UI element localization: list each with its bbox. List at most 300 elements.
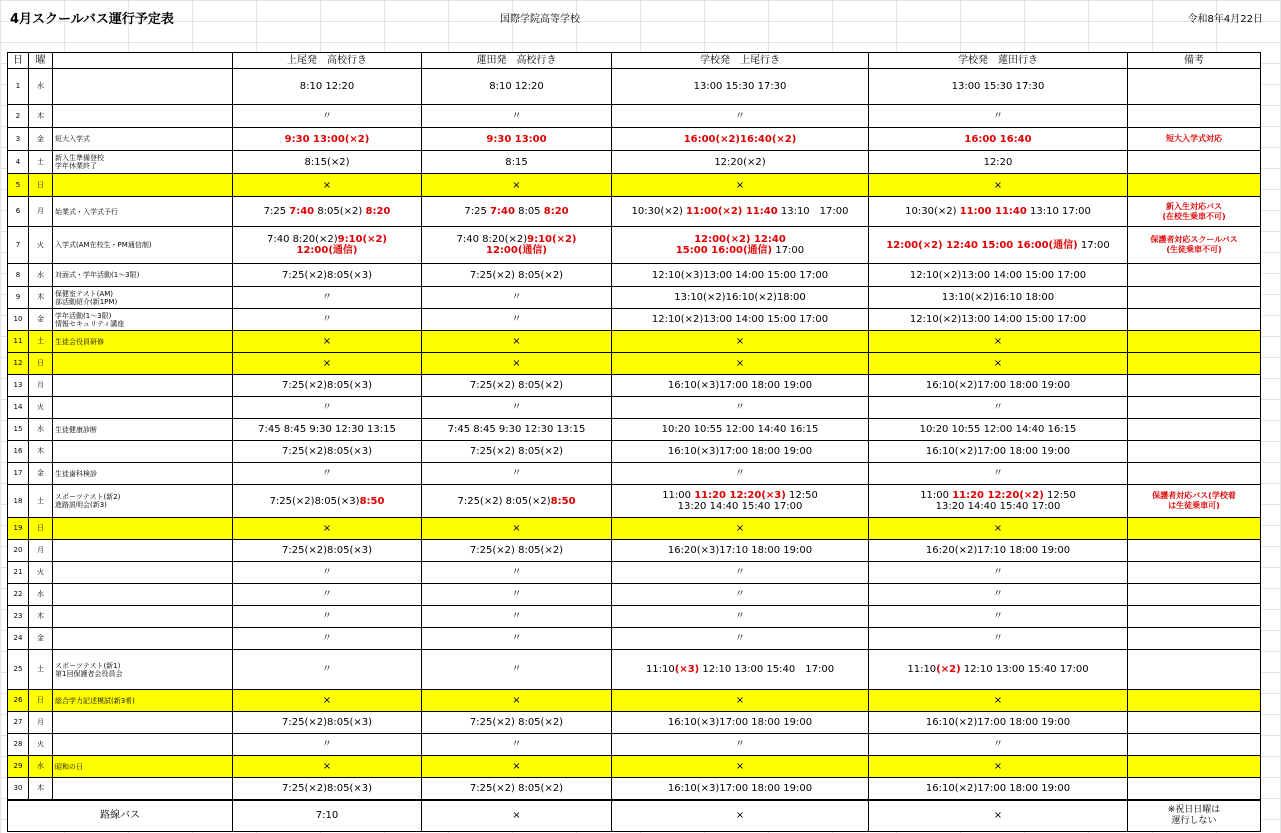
day-cell: 19: [8, 518, 29, 540]
ageo-to-school-cell: [233, 287, 422, 309]
time-text: 12:10(×3)13:00 14:00 15:00 17:00: [651, 269, 829, 281]
time-text: 〃: [735, 110, 745, 122]
time-text: 〃: [735, 468, 745, 479]
time-text: 8:10 12:20: [489, 81, 544, 92]
day-cell: 15: [8, 419, 29, 441]
school-to-ageo-cell: [612, 128, 869, 151]
time-text: 12:10 13:00 15:40 17:00: [699, 664, 835, 675]
schedule-row: [8, 650, 1261, 690]
school-to-hasuda-cell: [869, 309, 1128, 331]
day-cell: 7: [8, 227, 29, 264]
time-text: 〃: [511, 110, 522, 122]
note-text: 短大入学式対応: [1166, 134, 1222, 143]
day-cell: 28: [8, 734, 29, 756]
event-text: 入学式(AM在校生・PM通信制): [55, 241, 152, 249]
time-text: 16:10(×2)17:00 18:00 19:00: [925, 782, 1071, 794]
time-text: 〃: [735, 589, 745, 600]
hasuda-to-school-cell: [422, 309, 612, 331]
day-cell: 4: [8, 151, 29, 174]
school-to-ageo-cell: [612, 518, 869, 540]
day-cell: 6: [8, 197, 29, 227]
note-cell: [1128, 778, 1261, 800]
hasuda-to-school-cell: [422, 606, 612, 628]
hasuda-to-school-cell: [422, 419, 612, 441]
event-cell: [53, 650, 233, 690]
school-to-hasuda-cell: [869, 331, 1128, 353]
time-text: 12:10(×2)13:00 14:00 15:00 17:00: [651, 314, 829, 325]
schedule-row: [8, 69, 1261, 105]
time-text: ×: [322, 336, 332, 347]
time-text: 8:15(×2): [304, 156, 350, 168]
time-text: 7:25(×2) 8:05(×2): [469, 717, 564, 728]
school-to-ageo-cell: [612, 606, 869, 628]
time-text: 7:25(×2) 8:05(×2): [469, 380, 564, 391]
time-line: [424, 245, 609, 256]
day-cell: 5: [8, 174, 29, 197]
event-cell: [53, 562, 233, 584]
note-text: (生徒乗車不可): [1166, 245, 1222, 254]
note-cell: [1128, 650, 1261, 690]
event-text: 学年休業終了: [55, 162, 97, 170]
day-cell: 27: [8, 712, 29, 734]
time-text: 〃: [322, 589, 332, 600]
hasuda-to-school-cell: [422, 628, 612, 650]
time-text: 7:25(×2) 8:05(×2): [469, 545, 564, 556]
ageo-to-school-cell: [233, 441, 422, 463]
school-to-ageo-cell: [612, 540, 869, 562]
highlight-time: 11:20 12:20(×3): [694, 490, 786, 501]
note-cell: [1128, 463, 1261, 485]
note-cell: [1128, 69, 1261, 105]
schedule-row: [8, 197, 1261, 227]
time-text: 12:50: [785, 490, 818, 501]
time-text: 16:10(×3)17:00 18:00 19:00: [667, 380, 813, 391]
time-text: 〃: [511, 468, 522, 479]
event-cell: [53, 287, 233, 309]
note-text: (在校生乗車不可): [1162, 211, 1226, 221]
time-text: 〃: [511, 292, 522, 303]
hasuda-to-school-cell: [422, 151, 612, 174]
school-to-ageo-cell: [612, 485, 869, 518]
ageo-to-school-cell: [233, 485, 422, 518]
weekday-cell: 金: [29, 309, 53, 331]
time-text: 〃: [322, 402, 332, 413]
school-to-ageo-cell: [612, 419, 869, 441]
highlight-time: 8:20: [543, 206, 569, 217]
time-text: 〃: [511, 664, 522, 675]
time-text: 13:10(×2)16:10(×2)18:00: [674, 292, 806, 303]
highlight-time: 7:40: [289, 206, 315, 217]
time-text: 〃: [322, 611, 332, 622]
weekday-cell: 金: [29, 463, 53, 485]
ageo-to-school-cell: [233, 227, 422, 264]
hasuda-to-school-cell: [422, 174, 612, 197]
event-text: スポーツテスト(新1): [55, 661, 121, 670]
ageo-to-school-cell: [233, 540, 422, 562]
hasuda-to-school-cell: [422, 397, 612, 419]
ageo-to-school-cell: [233, 174, 422, 197]
event-cell: [53, 485, 233, 518]
time-text: 10:20 10:55 12:00 14:40 16:15: [919, 424, 1077, 435]
time-text: 16:10(×3)17:00 18:00 19:00: [667, 446, 813, 457]
schedule-row: [8, 174, 1261, 197]
school-to-hasuda-cell: [869, 397, 1128, 419]
schedule-row: [8, 518, 1261, 540]
school-to-ageo-cell: [612, 197, 869, 227]
weekday-cell: 月: [29, 375, 53, 397]
school-to-hasuda-cell: [869, 69, 1128, 105]
hasuda-to-school-cell: [422, 485, 612, 518]
school-to-ageo-cell: [612, 309, 869, 331]
schedule-row: [8, 441, 1261, 463]
school-to-hasuda-cell: [869, 197, 1128, 227]
weekday-cell: 木: [29, 441, 53, 463]
highlight-time: 9:30 13:00(×2): [284, 133, 370, 145]
time-text: 7:25(×2)8:05(×3): [269, 495, 360, 507]
time-text: ×: [993, 695, 1003, 706]
weekday-cell: 水: [29, 756, 53, 778]
hasuda-to-school-cell: [422, 463, 612, 485]
day-cell: 23: [8, 606, 29, 628]
event-cell: [53, 397, 233, 419]
time-text: 7:25(×2) 8:05(×2): [469, 782, 564, 794]
hasuda-to-school-cell: [422, 540, 612, 562]
event-text: 進路説明会(新3): [55, 501, 107, 509]
schedule-row: [8, 309, 1261, 331]
time-text: 〃: [735, 611, 745, 622]
note-cell: [1128, 174, 1261, 197]
ageo-to-school-cell: [233, 584, 422, 606]
event-cell: [53, 540, 233, 562]
event-cell: [53, 151, 233, 174]
highlight-time: 11:00 11:40: [959, 206, 1027, 217]
school-to-ageo-cell: [612, 151, 869, 174]
time-text: 10:30(×2): [631, 206, 687, 217]
col-header-event: [53, 53, 233, 69]
time-text: ×: [993, 523, 1003, 534]
ageo-to-school-cell: [233, 197, 422, 227]
time-text: 〃: [735, 739, 745, 750]
time-text: ×: [512, 179, 521, 191]
time-line: [614, 245, 866, 256]
hasuda-to-school-cell: [422, 441, 612, 463]
time-text: 11:00: [662, 490, 695, 501]
day-cell: 14: [8, 397, 29, 419]
ageo-to-school-cell: [233, 419, 422, 441]
school-to-hasuda-cell: [869, 540, 1128, 562]
note-cell: [1128, 628, 1261, 650]
route-bus-cell: ×: [869, 800, 1128, 832]
school-to-ageo-cell: [612, 353, 869, 375]
time-text: 7:25(×2) 8:05(×2): [469, 446, 564, 457]
day-cell: 1: [8, 69, 29, 105]
note-cell: [1128, 375, 1261, 397]
time-text: 7:25(×2) 8:05(×2): [457, 495, 551, 507]
note-text: 保護者対応スクールバス: [1150, 235, 1238, 244]
hasuda-to-school-cell: [422, 105, 612, 128]
time-text: ×: [735, 358, 745, 369]
highlight-time: 12:00(通信): [486, 245, 547, 256]
day-cell: 16: [8, 441, 29, 463]
time-text: 8:05: [514, 206, 544, 217]
schedule-row: [8, 128, 1261, 151]
weekday-cell: 月: [29, 712, 53, 734]
event-cell: [53, 69, 233, 105]
event-cell: [53, 128, 233, 151]
hasuda-to-school-cell: [422, 264, 612, 287]
time-text: ×: [512, 761, 521, 772]
hasuda-to-school-cell: [422, 227, 612, 264]
school-to-ageo-cell: [612, 734, 869, 756]
schedule-row: [8, 463, 1261, 485]
time-text: 7:45 8:45 9:30 12:30 13:15: [258, 424, 396, 435]
schedule-row: [8, 690, 1261, 712]
highlight-time: 8:50: [359, 495, 385, 507]
event-cell: [53, 756, 233, 778]
weekday-cell: 木: [29, 606, 53, 628]
event-cell: [53, 441, 233, 463]
weekday-cell: 木: [29, 105, 53, 128]
highlight-time: 16:00 16:40: [964, 133, 1032, 145]
hasuda-to-school-cell: [422, 375, 612, 397]
col-header-day: 日: [8, 53, 29, 69]
school-to-ageo-cell: [612, 331, 869, 353]
ageo-to-school-cell: [233, 778, 422, 800]
highlight-time: 8:20: [365, 206, 391, 217]
time-line: [614, 490, 866, 501]
school-to-hasuda-cell: [869, 650, 1128, 690]
time-text: ×: [512, 523, 521, 534]
school-to-hasuda-cell: [869, 712, 1128, 734]
schedule-row: [8, 151, 1261, 174]
note-text: 運行しない: [1171, 815, 1217, 826]
time-text: 〃: [993, 567, 1003, 578]
note-cell: [1128, 690, 1261, 712]
highlight-time: 7:40: [490, 206, 515, 217]
time-text: 16:20(×2)17:10 18:00 19:00: [925, 545, 1071, 556]
day-cell: 3: [8, 128, 29, 151]
col-header-school-to-ageo: 学校発 上尾行き: [612, 53, 869, 69]
time-text: 〃: [511, 611, 522, 622]
note-cell: [1128, 309, 1261, 331]
weekday-cell: 日: [29, 174, 53, 197]
event-text: 新入生準備登校: [55, 154, 104, 162]
schedule-row: [8, 606, 1261, 628]
day-cell: 22: [8, 584, 29, 606]
school-to-hasuda-cell: [869, 756, 1128, 778]
weekday-cell: 月: [29, 197, 53, 227]
school-to-hasuda-cell: [869, 227, 1128, 264]
time-text: ×: [735, 695, 745, 706]
day-cell: 29: [8, 756, 29, 778]
time-text: 7:25(×2) 8:05(×2): [469, 269, 564, 281]
ageo-to-school-cell: [233, 375, 422, 397]
ageo-to-school-cell: [233, 650, 422, 690]
note-cell: [1128, 606, 1261, 628]
time-text: 〃: [511, 589, 522, 600]
time-line: [235, 234, 419, 245]
hasuda-to-school-cell: [422, 353, 612, 375]
time-text: 13:10 17:00: [1026, 206, 1091, 217]
note-cell: [1128, 518, 1261, 540]
school-to-hasuda-cell: [869, 174, 1128, 197]
time-text: ×: [735, 761, 745, 772]
ageo-to-school-cell: [233, 690, 422, 712]
weekday-cell: 日: [29, 518, 53, 540]
day-cell: 8: [8, 264, 29, 287]
highlight-time: (×2): [936, 664, 961, 675]
col-header-ageo-to-school: 上尾発 高校行き: [233, 53, 422, 69]
school-to-hasuda-cell: [869, 734, 1128, 756]
weekday-cell: 木: [29, 287, 53, 309]
school-to-hasuda-cell: [869, 584, 1128, 606]
weekday-cell: 水: [29, 69, 53, 105]
time-text: 〃: [735, 633, 745, 644]
col-header-weekday: 曜: [29, 53, 53, 69]
weekday-cell: 月: [29, 540, 53, 562]
note-cell: [1128, 264, 1261, 287]
time-text: 〃: [993, 739, 1003, 750]
note-cell: [1128, 287, 1261, 309]
time-text: ×: [993, 179, 1003, 191]
school-to-ageo-cell: [612, 463, 869, 485]
time-text: ×: [322, 761, 332, 772]
time-text: 7:25(×2)8:05(×3): [282, 782, 372, 794]
time-text: 〃: [511, 567, 522, 578]
hasuda-to-school-cell: [422, 778, 612, 800]
note-cell: [1128, 562, 1261, 584]
time-text: 16:10(×2)17:00 18:00 19:00: [925, 717, 1071, 728]
time-text: ×: [993, 358, 1003, 369]
note-cell: [1128, 353, 1261, 375]
school-to-hasuda-cell: [869, 463, 1128, 485]
time-text: 〃: [322, 633, 332, 644]
time-text: ×: [512, 695, 521, 706]
header-row: [8, 53, 1261, 69]
event-cell: [53, 264, 233, 287]
event-cell: [53, 197, 233, 227]
school-to-hasuda-cell: [869, 264, 1128, 287]
time-text: 8:10 12:20: [299, 81, 355, 92]
time-text: 12:20(×2): [714, 156, 766, 168]
ageo-to-school-cell: [233, 309, 422, 331]
ageo-to-school-cell: [233, 628, 422, 650]
note-text: ※祝日日曜は: [1167, 804, 1221, 815]
event-cell: [53, 353, 233, 375]
hasuda-to-school-cell: [422, 287, 612, 309]
time-text: ×: [735, 523, 745, 534]
schedule-row: [8, 227, 1261, 264]
route-bus-cell: ×: [422, 800, 612, 832]
time-text: 16:10(×3)17:00 18:00 19:00: [667, 782, 813, 794]
highlight-time: 11:20 12:20(×2): [952, 490, 1044, 501]
event-text: 生徒歯科検診: [55, 469, 97, 478]
day-cell: 18: [8, 485, 29, 518]
time-text: 〃: [511, 739, 522, 750]
col-header-school-to-hasuda: 学校発 蓮田行き: [869, 53, 1128, 69]
highlight-time: 16:00(×2)16:40(×2): [683, 133, 797, 145]
day-cell: 12: [8, 353, 29, 375]
schedule-row: [8, 562, 1261, 584]
ageo-to-school-cell: [233, 264, 422, 287]
time-text: 16:10(×2)17:00 18:00 19:00: [925, 446, 1071, 457]
hasuda-to-school-cell: [422, 331, 612, 353]
col-header-hasuda-to-school: 蓮田発 高校行き: [422, 53, 612, 69]
weekday-cell: 日: [29, 690, 53, 712]
school-to-ageo-cell: [612, 628, 869, 650]
time-text: ×: [735, 336, 745, 347]
time-text: 13:00 15:30 17:30: [951, 81, 1045, 92]
weekday-cell: 金: [29, 628, 53, 650]
school-to-ageo-cell: [612, 69, 869, 105]
note-cell: [1128, 419, 1261, 441]
time-text: ×: [512, 336, 521, 347]
time-text: ×: [512, 358, 521, 369]
event-cell: [53, 419, 233, 441]
hasuda-to-school-cell: [422, 650, 612, 690]
school-to-ageo-cell: [612, 174, 869, 197]
time-text: 12:10(×2)13:00 14:00 15:00 17:00: [909, 314, 1087, 325]
schedule-row: [8, 264, 1261, 287]
school-to-ageo-cell: [612, 690, 869, 712]
time-text: 7:25(×2)8:05(×3): [282, 545, 372, 556]
time-text: 13:10 17:00: [777, 206, 849, 217]
highlight-time: 12:00(×2) 12:40: [694, 234, 786, 245]
ageo-to-school-cell: [233, 151, 422, 174]
day-cell: 24: [8, 628, 29, 650]
schedule-row: [8, 628, 1261, 650]
highlight-time: 12:00(通信): [296, 245, 358, 256]
time-text: 17:00: [1077, 239, 1110, 251]
schedule-row: [8, 756, 1261, 778]
hasuda-to-school-cell: [422, 518, 612, 540]
time-text: 13:00 15:30 17:30: [693, 81, 787, 92]
ageo-to-school-cell: [233, 128, 422, 151]
hasuda-to-school-cell: [422, 690, 612, 712]
day-cell: 10: [8, 309, 29, 331]
time-text: 7:40 8:20(×2): [267, 234, 338, 245]
highlight-time: 8:50: [550, 495, 576, 507]
note-cell: [1128, 712, 1261, 734]
school-to-hasuda-cell: [869, 778, 1128, 800]
school-to-ageo-cell: [612, 441, 869, 463]
time-text: ×: [322, 695, 332, 706]
time-text: ×: [322, 179, 332, 191]
highlight-time: (×3): [674, 664, 700, 675]
ageo-to-school-cell: [233, 606, 422, 628]
time-text: 〃: [993, 110, 1003, 122]
time-text: 7:40 8:20(×2): [456, 234, 528, 245]
time-text: 〃: [322, 468, 332, 479]
schedule-row: [8, 419, 1261, 441]
time-text: ×: [993, 761, 1003, 772]
time-text: 16:10(×3)17:00 18:00 19:00: [667, 717, 813, 728]
time-line: [871, 501, 1125, 512]
time-text: 〃: [322, 664, 332, 675]
time-text: ×: [735, 179, 745, 191]
hasuda-to-school-cell: [422, 197, 612, 227]
note-text: は生徒乗車可): [1168, 501, 1220, 510]
time-text: 〃: [511, 314, 522, 325]
route-bus-row: [8, 800, 1261, 832]
hasuda-to-school-cell: [422, 712, 612, 734]
route-bus-note: [1128, 800, 1261, 832]
time-text: 8:15: [505, 156, 528, 168]
hasuda-to-school-cell: [422, 756, 612, 778]
event-cell: [53, 375, 233, 397]
school-to-hasuda-cell: [869, 375, 1128, 397]
event-text: 部活動紹介(新1PM): [55, 297, 118, 306]
